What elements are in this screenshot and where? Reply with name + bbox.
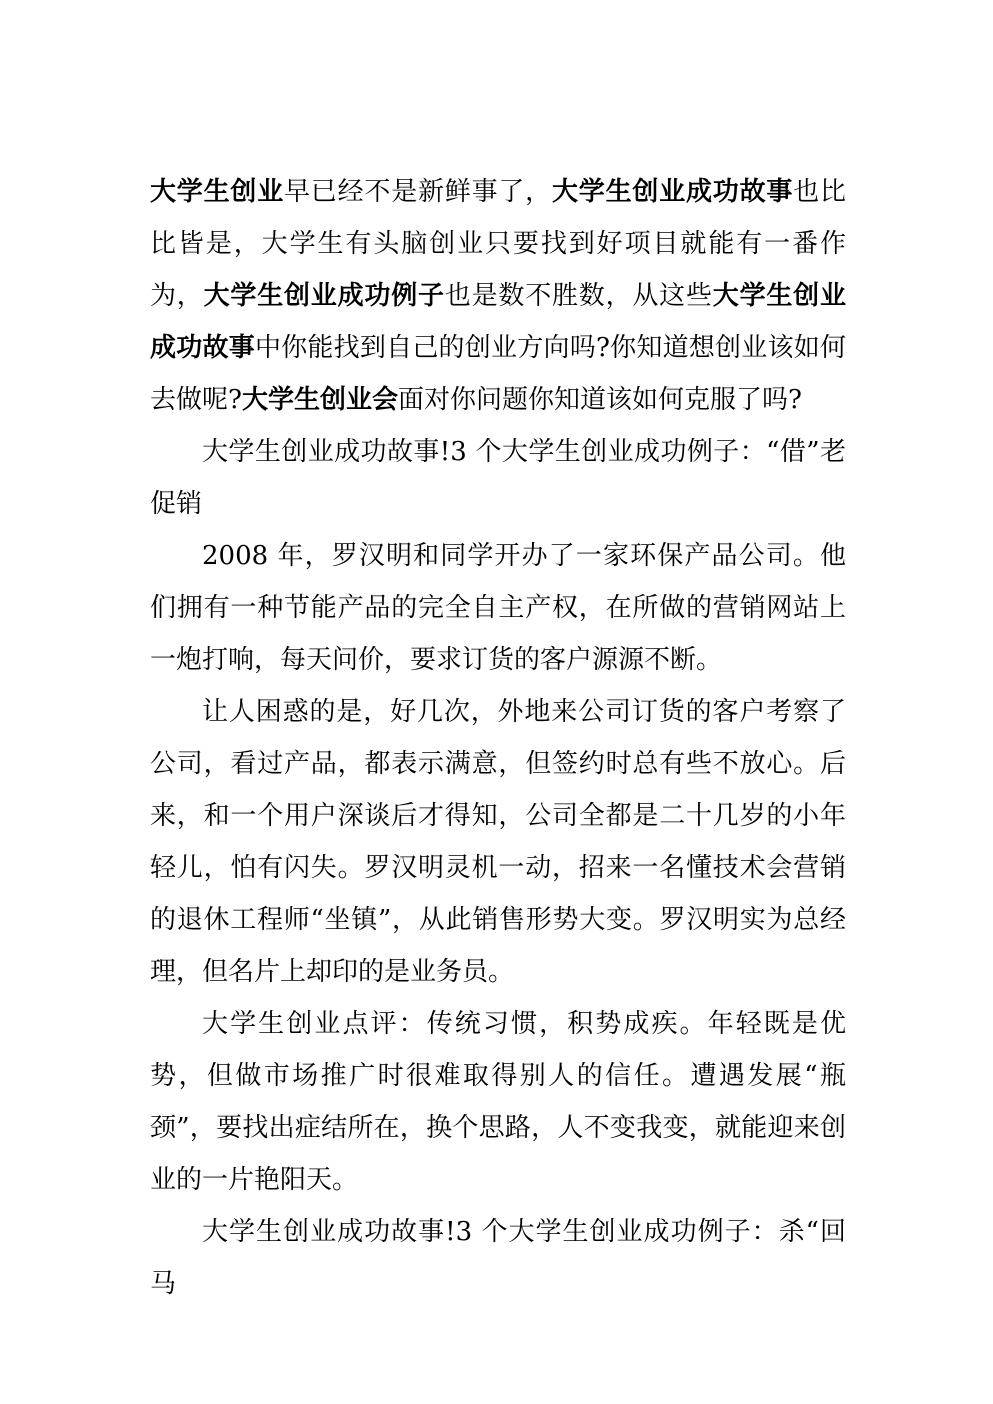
text-run-bold: 大学生创业成功故事 (551, 177, 794, 207)
text-run: 也比比皆是，大学生有头脑创业只要找到好项目就能有一番作为， (150, 177, 846, 311)
paragraph-comment (150, 998, 846, 1206)
paragraph-intro (150, 166, 846, 426)
text-run: 也是数不胜数，从这些 (444, 281, 713, 311)
text-run-bold: 大学生创业成功故事 (150, 281, 846, 363)
text-run-bold: 大学生创业成功例子 (203, 281, 445, 311)
text-run-bold: 大学生创业 (150, 177, 284, 207)
paragraph-story-2 (150, 686, 846, 998)
text-run: 中你能找到自己的创业方向吗?你知道想创业该如何去做呢? (150, 333, 846, 415)
text-run-bold: 大学生创业会 (241, 385, 398, 415)
text-run: 面对你问题你知道该如何克服了吗? (397, 385, 802, 415)
text-run: 让人困惑的是，好几次，外地来公司订货的客户考察了公司，看过产品，都表示满意，但签约时总有些不放心。后来，和一个用户深谈后才得知，公司全都是二十几岁的小年轻儿，怕有闪失。罗汉明灵机一动，招来一名懂技术会营销的退休工程师“坐镇”，从此销售形势大变。罗汉明实为总经理，但名片上却印的是业务员。 (150, 697, 846, 987)
text-run: 大学生创业成功故事!3 个大学生创业成功例子：“借”老促销 (150, 437, 846, 519)
text-run: 早已经不是新鲜事了， (284, 177, 552, 207)
paragraph-story-1 (150, 530, 846, 686)
paragraph-subtitle-1 (150, 426, 846, 530)
paragraph-subtitle-2 (150, 1206, 846, 1310)
text-run: 大学生创业成功故事!3 个大学生创业成功例子：杀“回马 (150, 1217, 846, 1299)
document-body (150, 166, 846, 1310)
text-run: 2008 年，罗汉明和同学开办了一家环保产品公司。他们拥有一种节能产品的完全自主产权，在所做的营销网站上一炮打响，每天问价，要求订货的客户源源不断。 (150, 541, 846, 675)
text-run: 大学生创业点评：传统习惯，积势成疾。年轻既是优势，但做市场推广时很难取得别人的信任。遭遇发展“瓶颈”，要找出症结所在，换个思路，人不变我变，就能迎来创业的一片艳阳天。 (150, 1009, 846, 1195)
